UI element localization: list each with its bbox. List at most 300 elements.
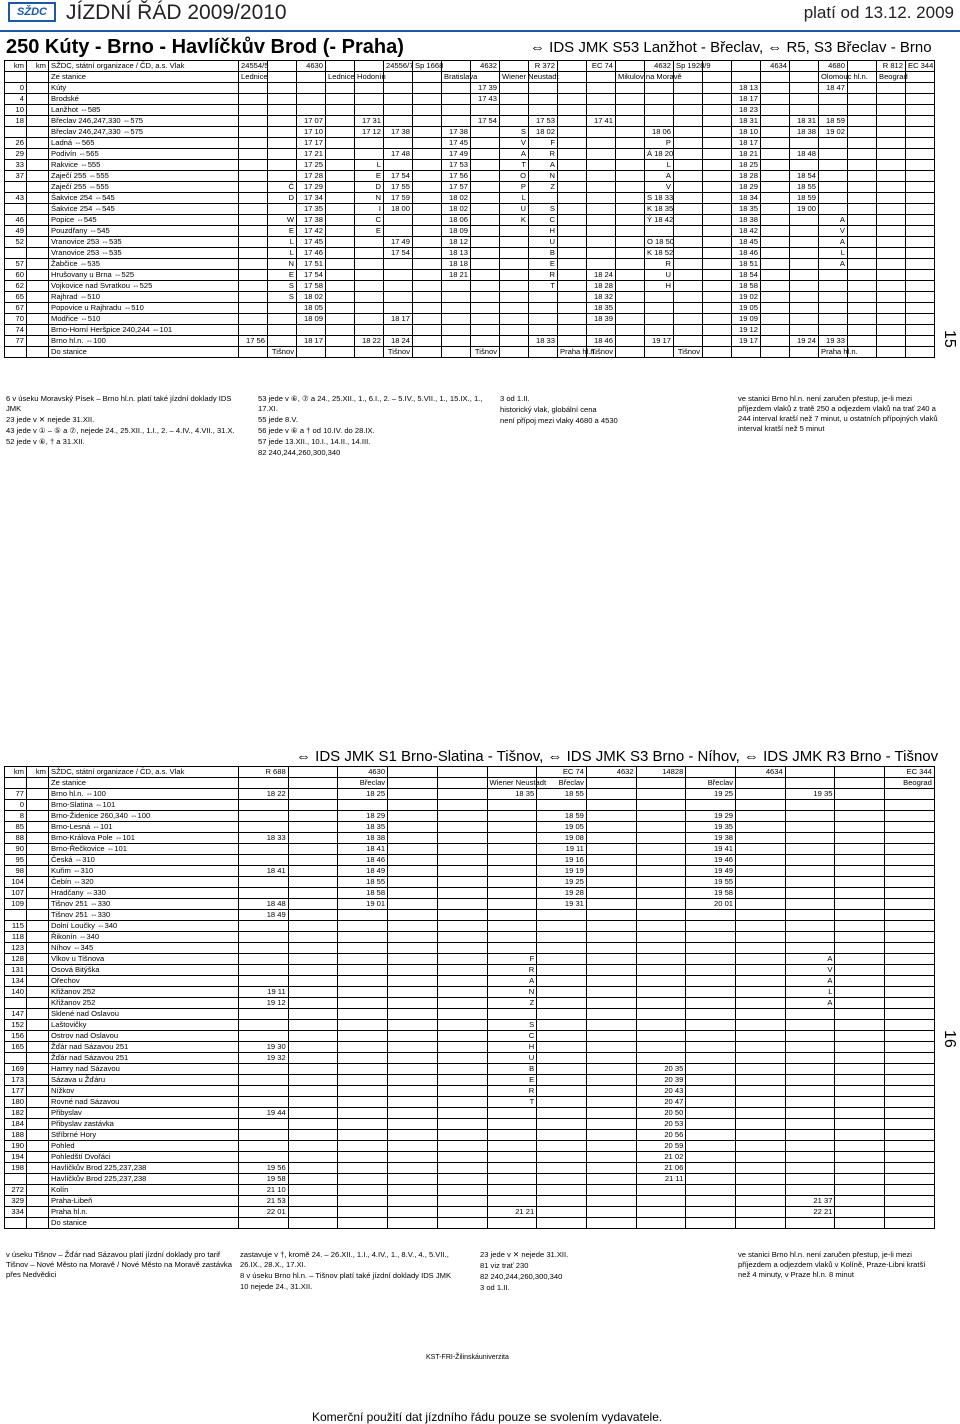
time-cell [703, 83, 732, 94]
km-cell: 62 [5, 281, 27, 292]
time-cell: 17 54 [384, 171, 413, 182]
time-cell [558, 193, 587, 204]
time-cell [487, 899, 537, 910]
time-cell [239, 932, 289, 943]
note-item: 52 jede v ⑥, † a 31.XII. [6, 437, 85, 446]
time-cell [268, 149, 297, 160]
time-cell [338, 1207, 388, 1218]
station-name: Vlkov u Tišnova [49, 954, 239, 965]
time-cell [835, 767, 885, 778]
time-cell [413, 182, 442, 193]
time-cell: 4634 [736, 767, 786, 778]
time-cell: 18 35 [338, 822, 388, 833]
km-cell: 184 [5, 1119, 27, 1130]
time-cell [674, 116, 703, 127]
time-cell: 4630 [338, 767, 388, 778]
time-cell [355, 83, 384, 94]
time-cell [616, 336, 645, 347]
time-cell [437, 943, 487, 954]
time-cell [413, 248, 442, 259]
table-row [5, 800, 935, 811]
time-cell [239, 1141, 289, 1152]
time-cell [384, 259, 413, 270]
station-name: Hamry nad Sázavou [49, 1064, 239, 1075]
time-cell [736, 833, 786, 844]
time-cell [686, 1141, 736, 1152]
time-cell [239, 94, 268, 105]
time-cell [877, 270, 906, 281]
time-cell [616, 325, 645, 336]
station-name: Žabčice ⇔535 [49, 259, 239, 270]
time-cell [297, 83, 326, 94]
time-cell [288, 1075, 338, 1086]
time-cell [885, 866, 935, 877]
km-cell: 26 [5, 138, 27, 149]
time-cell [877, 325, 906, 336]
time-cell: 17 45 [297, 237, 326, 248]
time-cell [736, 1141, 786, 1152]
time-cell: 19 58 [686, 888, 736, 899]
table-row [5, 987, 935, 998]
time-cell [487, 866, 537, 877]
time-cell [790, 94, 819, 105]
time-cell: T [500, 160, 529, 171]
time-cell [761, 226, 790, 237]
table-row [5, 248, 935, 259]
time-cell: 18 55 [790, 182, 819, 193]
time-cell [703, 303, 732, 314]
time-cell [288, 844, 338, 855]
time-cell [819, 171, 848, 182]
time-cell: Tišnov [268, 347, 297, 358]
time-cell [487, 1130, 537, 1141]
time-cell [500, 292, 529, 303]
time-cell [437, 1185, 487, 1196]
time-cell [877, 281, 906, 292]
time-cell [297, 325, 326, 336]
time-cell [616, 237, 645, 248]
time-cell [326, 248, 355, 259]
time-cell [537, 1064, 587, 1075]
time-cell [239, 1020, 289, 1031]
time-cell [437, 1119, 487, 1130]
km-cell [27, 899, 49, 910]
time-cell [413, 281, 442, 292]
time-cell [388, 1185, 438, 1196]
time-cell [636, 822, 686, 833]
time-cell [736, 954, 786, 965]
time-cell: Beograd [885, 778, 935, 789]
station-name: Popice ⇔545 [49, 215, 239, 226]
time-cell [736, 998, 786, 1009]
station-name: Křižanov 252 [49, 987, 239, 998]
table-row [5, 1097, 935, 1108]
time-cell [437, 866, 487, 877]
time-cell [338, 1119, 388, 1130]
time-cell [558, 72, 587, 83]
km-cell: km [5, 767, 27, 778]
time-cell [686, 998, 736, 1009]
time-cell [736, 1152, 786, 1163]
time-cell: Sp 1668 [413, 61, 442, 72]
time-cell [338, 1185, 388, 1196]
time-cell [736, 778, 786, 789]
to-row [5, 347, 935, 358]
time-cell: Břeclav [338, 778, 388, 789]
time-cell [785, 910, 835, 921]
time-cell [785, 844, 835, 855]
time-cell: 19 12 [732, 325, 761, 336]
time-cell [442, 105, 471, 116]
time-cell [686, 1031, 736, 1042]
time-cell [885, 1141, 935, 1152]
time-cell [885, 1053, 935, 1064]
time-cell: 19 44 [239, 1108, 289, 1119]
notes-2-far [738, 1250, 938, 1281]
time-cell [388, 899, 438, 910]
time-cell [785, 855, 835, 866]
time-cell [239, 1064, 289, 1075]
time-cell [645, 314, 674, 325]
time-cell [736, 1042, 786, 1053]
station-name: Do stanice [49, 1218, 239, 1229]
time-cell: 20 39 [636, 1075, 686, 1086]
time-cell [645, 105, 674, 116]
time-cell: E [268, 270, 297, 281]
km-cell [27, 1009, 49, 1020]
time-cell [239, 325, 268, 336]
time-cell [326, 259, 355, 270]
time-cell [686, 1119, 736, 1130]
time-cell [686, 1196, 736, 1207]
time-cell [835, 833, 885, 844]
time-cell [761, 270, 790, 281]
time-cell [437, 833, 487, 844]
time-cell: 18 59 [790, 193, 819, 204]
time-cell [848, 83, 877, 94]
time-cell [848, 259, 877, 270]
time-cell [906, 72, 935, 83]
time-cell: 4680 [819, 61, 848, 72]
time-cell [288, 1009, 338, 1020]
time-cell [785, 866, 835, 877]
from-row [5, 72, 935, 83]
time-cell: 18 28 [587, 281, 616, 292]
table-row [5, 237, 935, 248]
time-cell [835, 1163, 885, 1174]
time-cell: H [645, 281, 674, 292]
time-cell: U [645, 270, 674, 281]
station-name: Osová Bitýška [49, 965, 239, 976]
time-cell [558, 248, 587, 259]
km-cell: 190 [5, 1141, 27, 1152]
time-cell [761, 171, 790, 182]
km-cell: 182 [5, 1108, 27, 1119]
station-name: Žďár nad Sázavou 251 [49, 1053, 239, 1064]
table-row [5, 954, 935, 965]
header-row [5, 767, 935, 778]
time-cell [877, 204, 906, 215]
time-cell [529, 347, 558, 358]
time-cell [413, 204, 442, 215]
szdc-logo: SŽDC [8, 2, 56, 22]
time-cell: L [355, 160, 384, 171]
time-cell: 18 58 [338, 888, 388, 899]
time-cell: 4634 [761, 61, 790, 72]
time-cell [906, 94, 935, 105]
time-cell [674, 138, 703, 149]
notes-2-left [6, 1250, 236, 1281]
time-cell: K 18 35 [645, 204, 674, 215]
time-cell [703, 281, 732, 292]
km-cell: 0 [5, 800, 27, 811]
km-cell [27, 116, 49, 127]
time-cell [437, 1053, 487, 1064]
time-cell: 21 37 [785, 1196, 835, 1207]
time-cell [761, 149, 790, 160]
time-cell [471, 336, 500, 347]
time-cell: 4632 [471, 61, 500, 72]
time-cell: R [487, 1086, 537, 1097]
time-cell [413, 303, 442, 314]
time-cell [500, 105, 529, 116]
km-cell: 134 [5, 976, 27, 987]
time-cell [355, 259, 384, 270]
time-cell [790, 281, 819, 292]
time-cell [785, 811, 835, 822]
time-cell: 19 29 [686, 811, 736, 822]
time-cell [437, 1042, 487, 1053]
time-cell [885, 1108, 935, 1119]
time-cell [906, 325, 935, 336]
time-cell [835, 1119, 885, 1130]
time-cell [761, 105, 790, 116]
time-cell: 18 31 [732, 116, 761, 127]
time-cell: 18 49 [338, 866, 388, 877]
km-cell: km [27, 767, 49, 778]
time-cell [239, 182, 268, 193]
time-cell [736, 888, 786, 899]
time-cell [437, 844, 487, 855]
time-cell [819, 204, 848, 215]
km-cell: 52 [5, 237, 27, 248]
time-cell [645, 94, 674, 105]
time-cell: 17 54 [471, 116, 500, 127]
time-cell [674, 94, 703, 105]
notes-1-far [738, 394, 938, 435]
time-cell [537, 1009, 587, 1020]
station-name: Ladná ⇔565 [49, 138, 239, 149]
time-cell [761, 94, 790, 105]
time-cell [239, 1097, 289, 1108]
time-cell [703, 138, 732, 149]
time-cell [785, 899, 835, 910]
km-cell: 140 [5, 987, 27, 998]
time-cell: Lednice [239, 72, 268, 83]
time-cell [636, 987, 686, 998]
km-cell: 152 [5, 1020, 27, 1031]
time-cell [885, 800, 935, 811]
time-cell [288, 954, 338, 965]
time-cell [586, 1163, 636, 1174]
time-cell [413, 336, 442, 347]
time-cell [388, 1218, 438, 1229]
time-cell [885, 1130, 935, 1141]
station-name: Pouzdřany ⇔545 [49, 226, 239, 237]
time-cell: U [487, 1053, 537, 1064]
time-cell: 18 46 [587, 336, 616, 347]
time-cell [487, 877, 537, 888]
time-cell [790, 259, 819, 270]
time-cell [790, 325, 819, 336]
time-cell [487, 1163, 537, 1174]
time-cell [645, 83, 674, 94]
km-cell: 37 [5, 171, 27, 182]
time-cell [736, 1064, 786, 1075]
time-cell: 19 58 [239, 1174, 289, 1185]
time-cell: 18 05 [297, 303, 326, 314]
station-name: Přibyslav zastávka [49, 1119, 239, 1130]
time-cell [885, 1009, 935, 1020]
time-cell [835, 998, 885, 1009]
time-cell [239, 303, 268, 314]
time-cell: 18 47 [819, 83, 848, 94]
time-cell: 19 28 [537, 888, 587, 899]
km-cell [27, 94, 49, 105]
time-cell [326, 215, 355, 226]
time-cell [437, 1097, 487, 1108]
time-cell [239, 314, 268, 325]
table-row [5, 1207, 935, 1218]
time-cell [686, 976, 736, 987]
time-cell [487, 822, 537, 833]
station-name: Česká ⇔310 [49, 855, 239, 866]
time-cell [586, 888, 636, 899]
time-cell [848, 94, 877, 105]
time-cell [288, 976, 338, 987]
time-cell [442, 292, 471, 303]
time-cell [835, 866, 885, 877]
time-cell [388, 877, 438, 888]
time-cell [586, 1042, 636, 1053]
time-cell [586, 1185, 636, 1196]
time-cell: 21 02 [636, 1152, 686, 1163]
time-cell [326, 281, 355, 292]
time-cell [388, 811, 438, 822]
time-cell [587, 72, 616, 83]
time-cell [558, 94, 587, 105]
time-cell [239, 844, 289, 855]
station-name: Rajhrad ⇔510 [49, 292, 239, 303]
time-cell [835, 1108, 885, 1119]
time-cell [388, 1031, 438, 1042]
time-cell [239, 270, 268, 281]
time-cell [906, 292, 935, 303]
time-cell: R [487, 965, 537, 976]
time-cell [785, 1108, 835, 1119]
time-cell [848, 237, 877, 248]
time-cell [471, 138, 500, 149]
time-cell [616, 270, 645, 281]
notes-1-right [500, 394, 700, 427]
time-cell: L [785, 987, 835, 998]
time-cell [288, 987, 338, 998]
time-cell: 17 55 [384, 182, 413, 193]
km-cell [27, 822, 49, 833]
time-cell: L [268, 237, 297, 248]
time-cell: 18 29 [338, 811, 388, 822]
time-cell [529, 105, 558, 116]
time-cell [558, 182, 587, 193]
table-row [5, 1196, 935, 1207]
time-cell: L [500, 193, 529, 204]
time-cell [761, 215, 790, 226]
time-cell [437, 954, 487, 965]
time-cell: 17 42 [297, 226, 326, 237]
time-cell [500, 347, 529, 358]
time-cell [835, 899, 885, 910]
time-cell: 19 05 [732, 303, 761, 314]
time-cell [835, 954, 885, 965]
time-cell [686, 1020, 736, 1031]
time-cell [239, 281, 268, 292]
km-cell [27, 778, 49, 789]
time-cell: 18 35 [487, 789, 537, 800]
time-cell: 17 25 [297, 160, 326, 171]
time-cell: 20 47 [636, 1097, 686, 1108]
time-cell [442, 94, 471, 105]
time-cell [790, 303, 819, 314]
time-cell: U [529, 237, 558, 248]
time-cell [239, 888, 289, 899]
time-cell [636, 943, 686, 954]
time-cell [835, 1009, 885, 1020]
km-cell [27, 833, 49, 844]
table-row [5, 1031, 935, 1042]
km-cell [27, 1064, 49, 1075]
time-cell: 17 31 [355, 116, 384, 127]
time-cell [239, 171, 268, 182]
km-cell: 77 [5, 336, 27, 347]
time-cell [790, 105, 819, 116]
station-name: Šakvice 254 ⇔545 [49, 193, 239, 204]
table-row [5, 1152, 935, 1163]
time-cell [268, 61, 297, 72]
time-cell [636, 921, 686, 932]
time-cell [471, 215, 500, 226]
km-cell [27, 1152, 49, 1163]
to-row [5, 1218, 935, 1229]
time-cell [835, 987, 885, 998]
time-cell [355, 281, 384, 292]
km-cell [27, 1053, 49, 1064]
time-cell [388, 1064, 438, 1075]
km-cell: 77 [5, 789, 27, 800]
time-cell: 17 53 [529, 116, 558, 127]
km-cell [27, 998, 49, 1009]
time-cell: Praha hl.n. [558, 347, 587, 358]
document-title: JÍZDNÍ ŘÁD 2009/2010 [66, 1, 287, 24]
km-cell: 85 [5, 822, 27, 833]
page-header [0, 0, 960, 30]
time-cell [835, 1218, 885, 1229]
time-cell [848, 303, 877, 314]
km-cell: 104 [5, 877, 27, 888]
time-cell [537, 921, 587, 932]
time-cell [326, 127, 355, 138]
note-item: není přípoj mezi vlaky 4680 a 4530 [500, 416, 618, 425]
time-cell [877, 149, 906, 160]
